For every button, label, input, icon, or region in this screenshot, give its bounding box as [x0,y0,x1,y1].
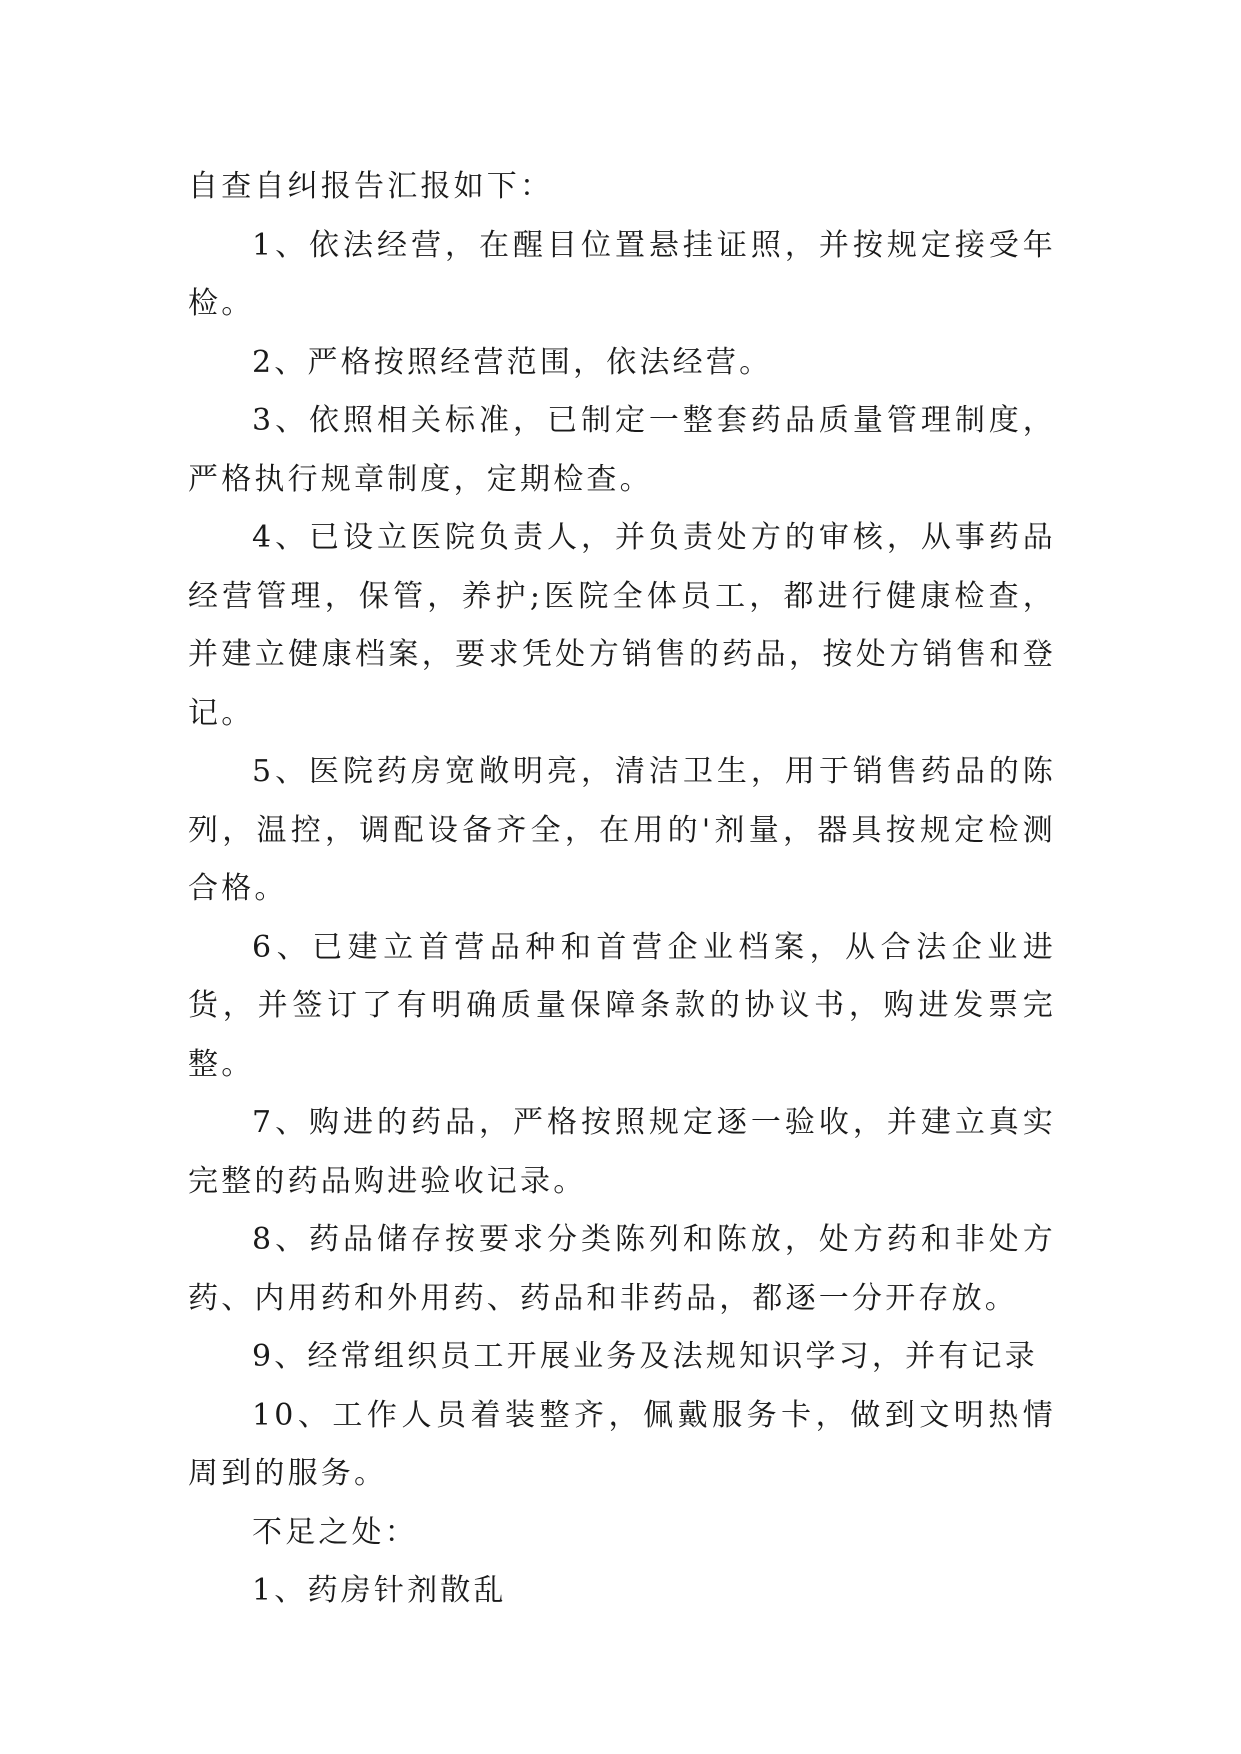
item-7-paragraph: 7、购进的药品，严格按照规定逐一验收，并建立真实完整的药品购进验收记录。 [188,1105,1056,1199]
report-intro: 自查自纠报告汇报如下： [188,169,554,204]
item-9-paragraph: 9、经常组织员工开展业务及法规知识学习，并有记录 [252,1339,1038,1374]
item-2-paragraph: 2、严格按照经营范围，依法经营。 [252,344,773,380]
item-6-paragraph: 6、已建立首营品种和首营企业档案，从合法企业进货，并签订了有明确质量保障条款的协议书，购进发票完整。 [188,929,1056,1082]
item-1-paragraph: 1、依法经营，在醒目位置悬挂证照，并按规定接受年检。 [188,227,1056,321]
document-body [188,158,1056,1621]
item-4-paragraph: 4、已设立医院负责人，并负责处方的审核，从事药品经营管理，保管，养护;医院全体员工，都进行健康检查，并建立健康档案，要求凭处方销售的药品，按处方销售和登记。 [188,520,1056,731]
item-8-paragraph: 8、药品储存按要求分类陈列和陈放，处方药和非处方药、内用药和外用药、药品和非药品，都逐一分开存放。 [188,1222,1056,1316]
shortcomings-heading: 不足之处： [252,1514,418,1550]
item-3-paragraph: 3、依照相关标准，已制定一整套药品质量管理制度，严格执行规章制度，定期检查。 [188,403,1056,497]
item-5-paragraph: 5、医院药房宽敞明亮，清洁卫生，用于销售药品的陈列，温控，调配设备齐全，在用的'剂量，器具按规定检测合格。 [188,754,1056,906]
item-10-paragraph: 10、工作人员着装整齐，佩戴服务卡，做到文明热情周到的服务。 [188,1397,1056,1491]
shortcoming-1-paragraph: 1、药房针剂散乱 [252,1573,507,1608]
